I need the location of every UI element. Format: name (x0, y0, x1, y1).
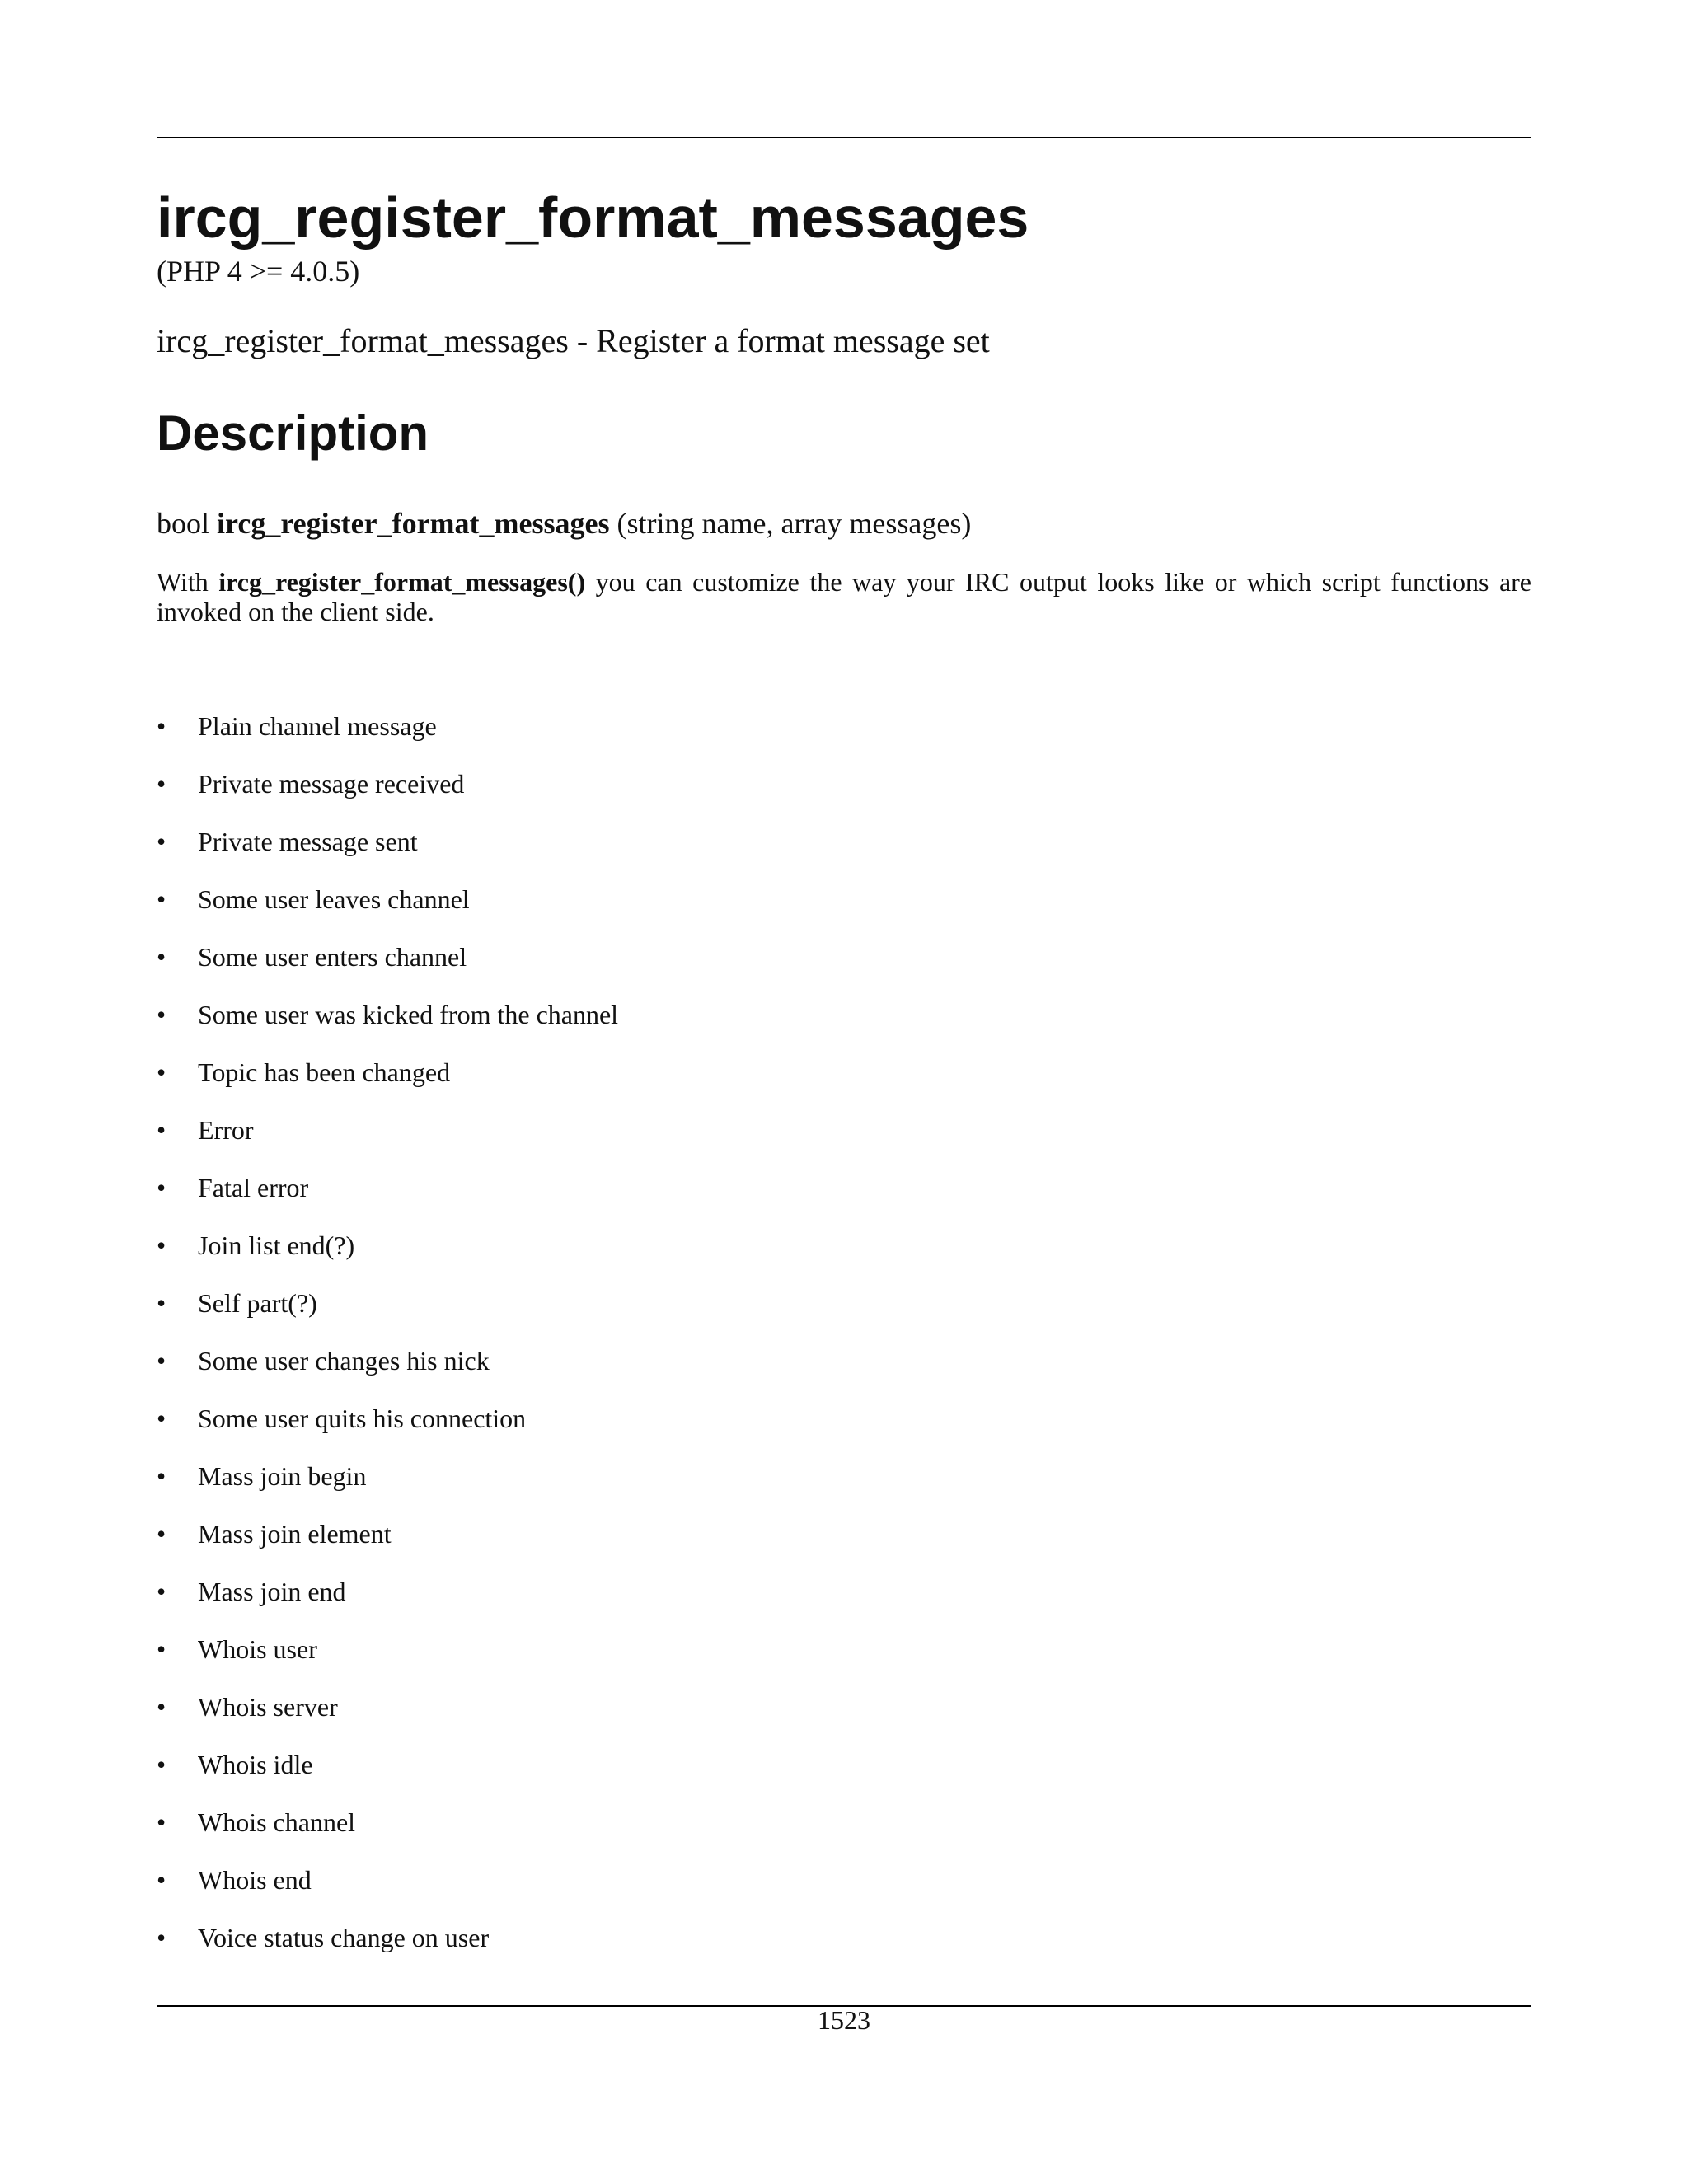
bullet-marker: • (157, 1461, 166, 1491)
list-item (157, 1575, 1531, 1633)
bullet-marker: • (157, 827, 166, 856)
description-text: you can customize the way your IRC output looks like or which script functions are invoked on the client side. (157, 567, 1532, 626)
list-item-text: Whois server (198, 1692, 338, 1722)
version-note: (PHP 4 >= 4.0.5) (157, 255, 360, 288)
list-item-text: Some user quits his connection (198, 1404, 527, 1433)
bullet-marker: • (157, 1000, 166, 1029)
bullet-marker: • (157, 1923, 166, 1952)
list-item (157, 1633, 1531, 1690)
bullet-marker: • (157, 1288, 166, 1318)
bullet-marker: • (157, 1115, 166, 1145)
description-paragraph (157, 567, 1531, 626)
list-item-text: Whois end (198, 1865, 312, 1895)
list-item-text: Join list end(?) (198, 1230, 355, 1260)
list-item-text: Some user enters channel (198, 942, 467, 972)
description-heading: Description (157, 405, 429, 461)
bullet-marker: • (157, 1230, 166, 1260)
list-item (157, 883, 1531, 940)
list-item-text: Mass join element (198, 1519, 392, 1549)
synopsis-params: (string name, array messages) (617, 507, 972, 540)
list-item (157, 1460, 1531, 1517)
list-item (157, 767, 1531, 825)
bullet-marker: • (157, 1750, 166, 1779)
list-item-text: Plain channel message (198, 711, 437, 741)
bullet-marker: • (157, 1519, 166, 1549)
list-item (157, 825, 1531, 883)
description-function-ref: ircg_register_format_messages() (218, 567, 586, 597)
list-item-text: Private message sent (198, 827, 418, 856)
list-item (157, 998, 1531, 1056)
bullet-marker: • (157, 1577, 166, 1606)
list-item-text: Error (198, 1115, 254, 1145)
list-item-text: Whois channel (198, 1807, 356, 1837)
bullet-marker: • (157, 1057, 166, 1087)
synopsis-return-type: bool (157, 507, 210, 540)
list-item-text: Some user changes his nick (198, 1346, 490, 1376)
list-item (157, 1113, 1531, 1171)
list-item-text: Some user was kicked from the channel (198, 1000, 619, 1029)
list-item (157, 1517, 1531, 1575)
list-item (157, 1344, 1531, 1402)
description-prefix: With (157, 567, 209, 597)
list-item (157, 1806, 1531, 1863)
function-title: ircg_register_format_messages (157, 185, 1029, 250)
bullet-marker: • (157, 1807, 166, 1837)
list-item-text: Whois idle (198, 1750, 313, 1779)
bullet-marker: • (157, 884, 166, 914)
bullet-marker: • (157, 1865, 166, 1895)
list-item (157, 710, 1531, 767)
bullet-marker: • (157, 711, 166, 741)
list-item-text: Topic has been changed (198, 1057, 451, 1087)
list-item-text: Some user leaves channel (198, 884, 470, 914)
page-number: 1523 (818, 2005, 870, 2035)
list-item (157, 1229, 1531, 1286)
list-item-text: Private message received (198, 769, 465, 799)
synopsis-function-name: ircg_register_format_messages (217, 507, 610, 540)
bullet-marker: • (157, 942, 166, 972)
list-item (157, 1748, 1531, 1806)
bullet-marker: • (157, 1634, 166, 1664)
list-item (157, 940, 1531, 998)
list-item (157, 1863, 1531, 1921)
message-type-list (157, 710, 1531, 1979)
bullet-marker: • (157, 1173, 166, 1202)
list-item (157, 1690, 1531, 1748)
bullet-marker: • (157, 1692, 166, 1722)
list-item-text: Voice status change on user (198, 1923, 490, 1952)
list-item-text: Fatal error (198, 1173, 309, 1202)
bullet-marker: • (157, 1404, 166, 1433)
bullet-marker: • (157, 1346, 166, 1376)
list-item (157, 1056, 1531, 1113)
refpurpose-line: ircg_register_format_messages - Register a format message set (157, 322, 990, 359)
list-item (157, 1402, 1531, 1460)
list-item-text: Mass join begin (198, 1461, 367, 1491)
header-rule (157, 137, 1531, 138)
list-item (157, 1171, 1531, 1229)
function-synopsis (157, 506, 971, 541)
list-item-text: Self part(?) (198, 1288, 317, 1318)
list-item-text: Whois user (198, 1634, 317, 1664)
list-item (157, 1286, 1531, 1344)
list-item (157, 1921, 1531, 1979)
bullet-marker: • (157, 769, 166, 799)
list-item-text: Mass join end (198, 1577, 346, 1606)
